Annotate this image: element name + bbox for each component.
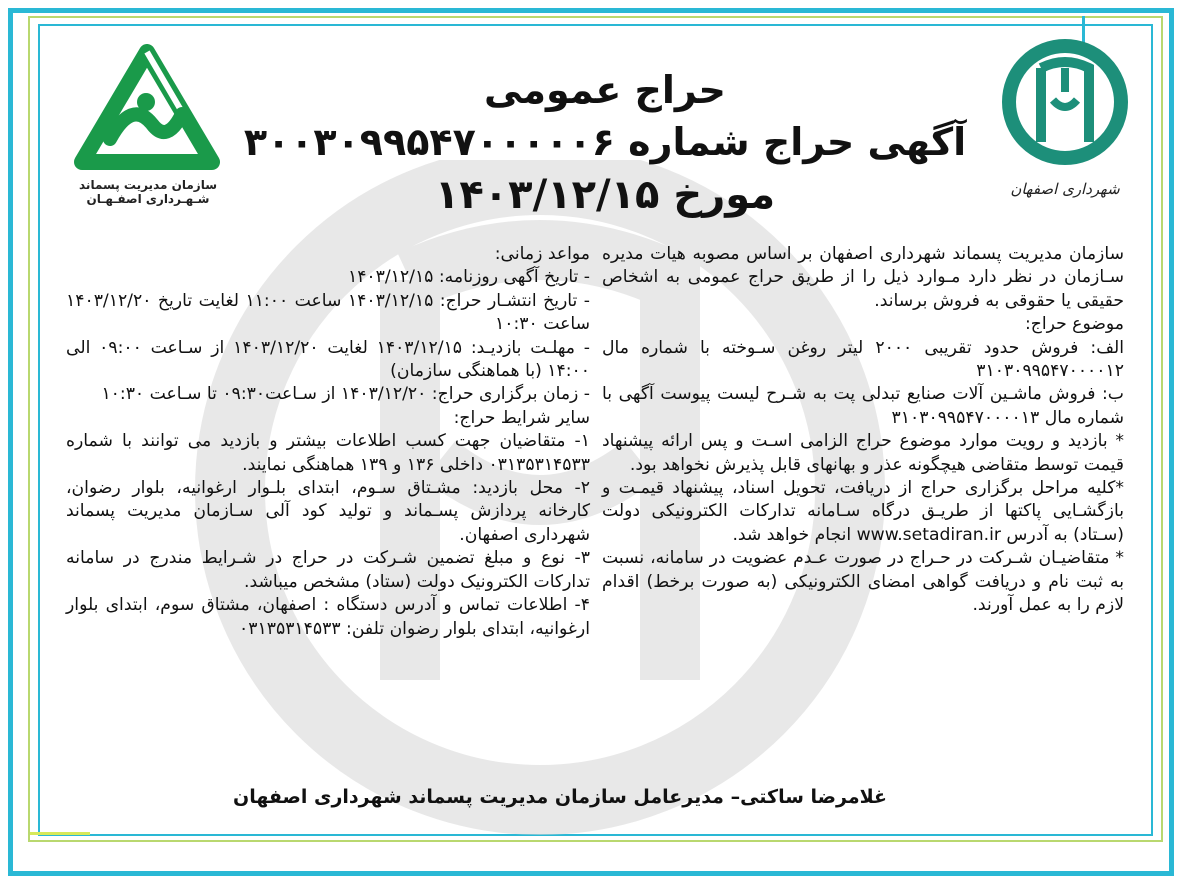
note-registration: * متقاضیـان شـرکت در حـراج در صورت عـدم عضویت در سامانه، نسبت به ثبت نام و دریافت گواهی امضای الکترونیکی (به صورت برخط) اقدام لازم را به عمل آورند. bbox=[602, 548, 1124, 616]
page-title: حراج عمومی bbox=[484, 68, 726, 112]
notice-number: آگهی حراج شماره ۳۰۰۳۰۹۹۵۴۷۰۰۰۰۰۶ bbox=[243, 120, 967, 164]
condition-4: ۴- اطلاعات تماس و آدرس دستگاه : اصفهان، مشتاق سوم، ابتدای بلوار ارغوانیه، ابتدای بلوار رضوان تلفن: ۰۳۱۳۵۳۱۴۵۳۳ bbox=[66, 595, 590, 639]
municipality-name: شهرداری اصفهان bbox=[1010, 180, 1120, 198]
timing-heading: مواعد زمانی: bbox=[494, 244, 590, 264]
date-newspaper: - تاریخ آگهی روزنامه: ۱۴۰۳/۱۲/۱۵ bbox=[347, 267, 590, 288]
item-b: ب: فروش ماشـین آلات صنایع تبدلی پت به شـرح لیست پیوست آگهی با شماره مال ۳۱۰۳۰۹۹۵۴۷۰۰۰۰۱۳ bbox=[602, 384, 1124, 428]
date-publish: - تاریخ انتشـار حراج: ۱۴۰۳/۱۲/۱۵ ساعت ۱۱:۰۰ لغایت تاریخ ۱۴۰۳/۱۲/۲۰ ساعت ۱۰:۳۰ bbox=[66, 290, 590, 335]
condition-1: ۱- متقاضیان جهت کسب اطلاعات بیشتر و بازدید می توانند با شماره ۰۳۱۳۵۳۱۴۵۳۳ داخلی ۱۳۶ و ۱۳۹ هماهنگی نمایند. bbox=[66, 431, 590, 475]
note-visit: * بازدید و رویت موارد موضوع حراج الزامی اسـت و پس ارائه پیشنهاد قیمت توسط متقاضی هیچگونه عذر و بهانهای قابل پذیرش نخواهد بود. bbox=[602, 431, 1124, 475]
auction-time: - زمان برگزاری حراج: ۱۴۰۳/۱۲/۲۰ از سـاعت۰۹:۳۰ تا سـاعت ۱۰:۳۰ bbox=[101, 384, 590, 405]
subject-heading: موضوع حراج: bbox=[1024, 314, 1124, 335]
item-a: الف: فروش حدود تقریبی ۲۰۰۰ لیتر روغن سـوخته با شماره مال ۳۱۰۳۰۹۹۵۴۷۰۰۰۰۱۲ bbox=[602, 337, 1125, 382]
conditions-heading: سایر شرایط حراج: bbox=[453, 407, 590, 428]
note-setad: *کلیه مراحل برگزاری حراج از دریافت، تحویل اسناد، پیشنهاد قیمـت و بازگشـایی پاکتها از طریـق درگاه سـامانه تدارکات الکترونیکی دولت (سـتاد) به آدرس www.setadiran.ir انجام خواهد شد. bbox=[602, 478, 1124, 545]
border-accent-bottom bbox=[30, 832, 90, 835]
visit-deadline: - مهلـت بازدیـد: ۱۴۰۳/۱۲/۱۵ لغایت ۱۴۰۳/۱۲/۲۰ از سـاعت ۰۹:۰۰ الی ۱۴:۰۰ (با هماهنگی سازمان) bbox=[66, 337, 590, 382]
intro-paragraph: سازمان مدیریت پسماند شهرداری اصفهان بر اساس مصوبه هیات مدیره سـازمان در نظر دارد مـوارد ذیل را از طریق حراج عمومی به اشخاص حقیقی یا حقوقی به فروش برساند. bbox=[602, 244, 1124, 311]
signature-line: غلامرضا ساکتی– مدیرعامل سازمان مدیریت پسماند شهرداری اصفهان bbox=[232, 786, 888, 808]
right-column bbox=[602, 243, 1124, 618]
condition-3: ۳- نوع و مبلغ تضمین شـرکت در حراج در شـرایط مندرج در سامانه تدارکات الکترونیک دولت (ستاد) مشخص میباشد. bbox=[66, 548, 590, 592]
left-column bbox=[66, 243, 590, 641]
waste-org-name: سازمان مدیریت پسماند شـهـرداری اصفـهـان bbox=[79, 178, 217, 206]
condition-2: ۲- محل بازدید: مشـتاق سـوم، ابتدای بلـوار ارغوانیه، بلوار رضوان، کارخانه پردازش پسـماند و تولید کود آلی سـازمان مدیریت پسماند شهرداری اصفهان. bbox=[66, 478, 590, 545]
notice-date: مورخ ۱۴۰۳/۱۲/۱۵ bbox=[434, 172, 776, 218]
